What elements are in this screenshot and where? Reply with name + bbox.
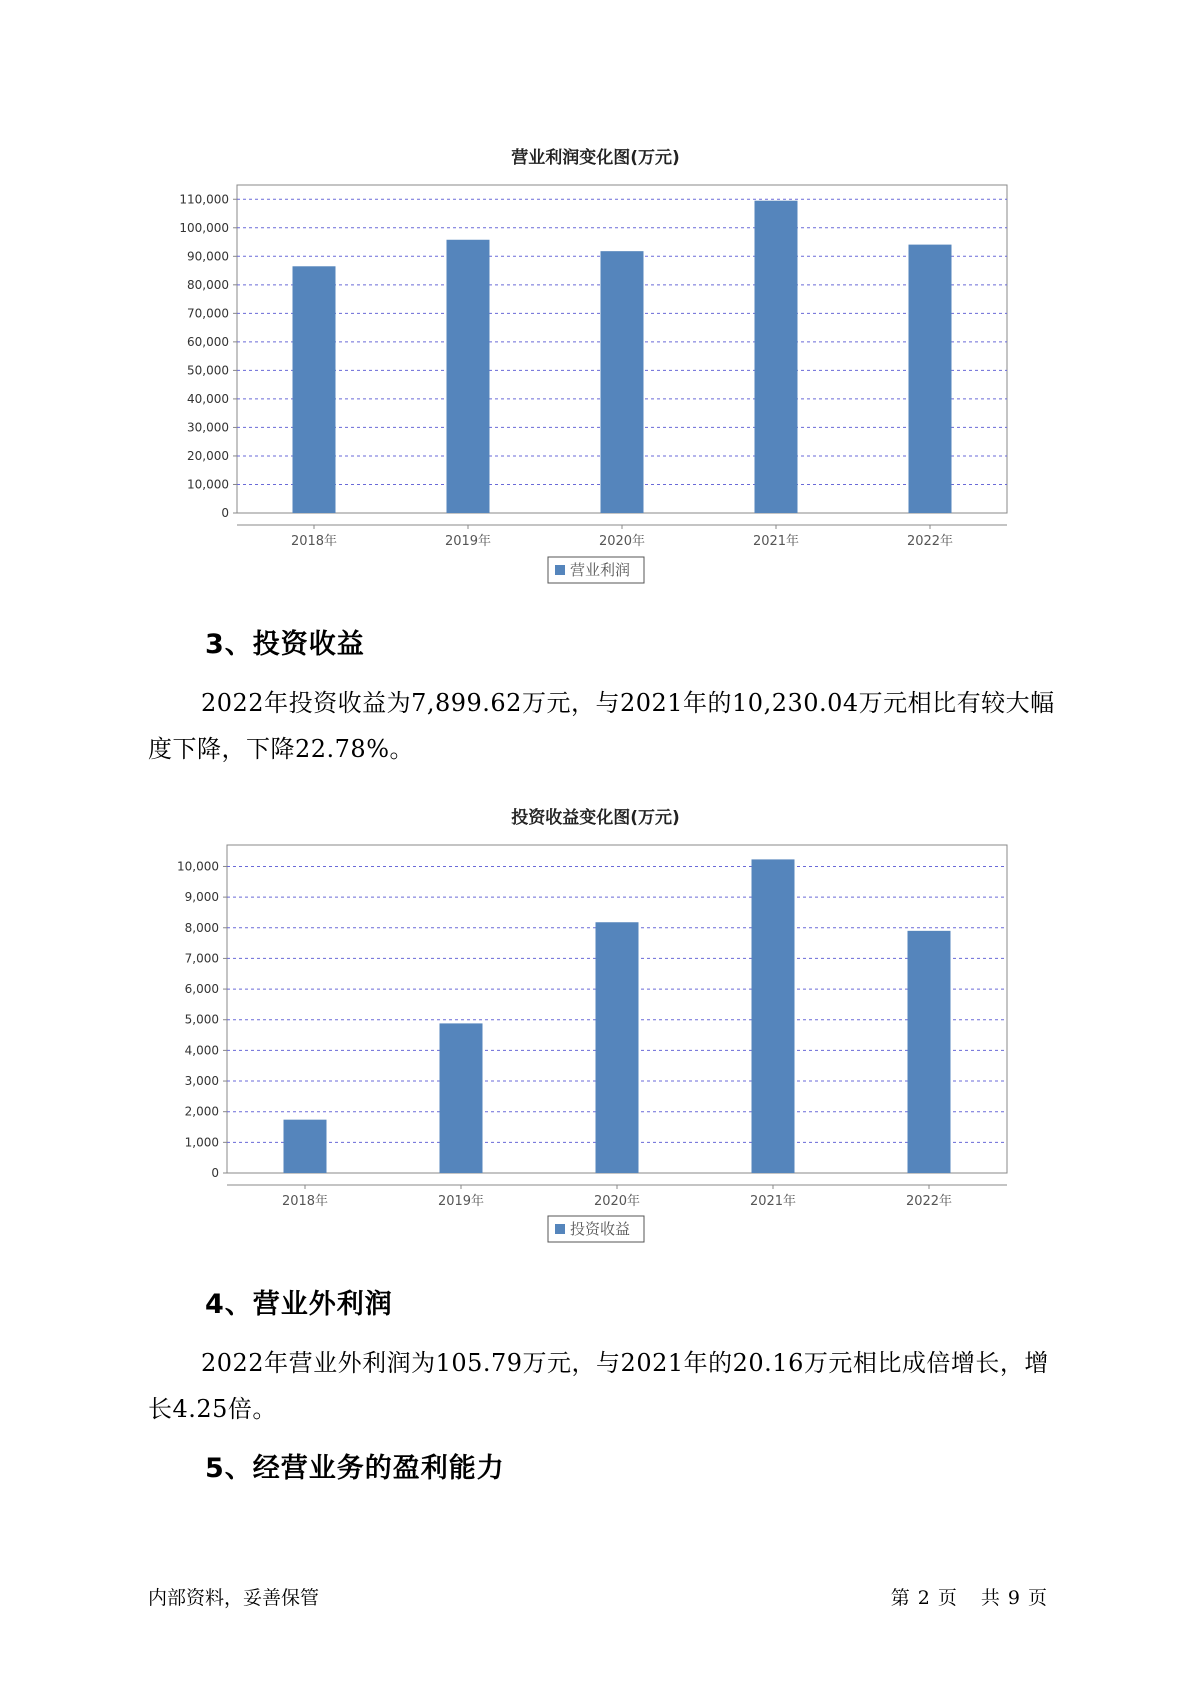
legend-label: 营业利润 — [570, 561, 631, 579]
legend-swatch — [555, 1224, 565, 1234]
bar — [752, 859, 795, 1173]
y-tick-label: 0 — [211, 1166, 219, 1180]
section-5-heading: 5、经营业务的盈利能力 — [205, 1453, 505, 1484]
y-tick-label: 2,000 — [184, 1104, 219, 1119]
footer-confidential-note: 内部资料，妥善保管 — [148, 1587, 320, 1609]
y-tick-label: 3,000 — [184, 1074, 219, 1089]
page-prefix: 第 — [890, 1587, 910, 1609]
y-tick-label: 100,000 — [179, 220, 229, 235]
x-tick-label: 2021年 — [752, 534, 800, 549]
x-tick-label: 2020年 — [593, 1194, 641, 1209]
y-tick-label: 10,000 — [177, 859, 219, 874]
y-tick-label: 1,000 — [184, 1135, 219, 1150]
y-tick-label: 7,000 — [184, 951, 219, 966]
legend-label: 投资收益 — [570, 1220, 631, 1238]
section-4-heading: 4、营业外利润 — [205, 1289, 393, 1320]
y-tick-label: 110,000 — [179, 192, 229, 207]
page-total: 9 — [1007, 1587, 1020, 1609]
page-total-prefix: 共 — [980, 1587, 1000, 1609]
bar — [596, 922, 639, 1173]
page-suffix: 页 — [1027, 1587, 1047, 1609]
page-mid: 页 — [937, 1587, 957, 1609]
y-tick-label: 5,000 — [184, 1012, 219, 1027]
x-tick-label: 2018年 — [281, 1194, 329, 1209]
y-tick-label: 60,000 — [187, 334, 229, 349]
x-tick-label: 2018年 — [290, 534, 338, 549]
y-tick-label: 50,000 — [187, 363, 229, 378]
x-tick-label: 2022年 — [905, 1194, 953, 1209]
y-tick-label: 8,000 — [184, 920, 219, 935]
y-tick-label: 40,000 — [187, 391, 229, 406]
x-tick-label: 2019年 — [437, 1194, 485, 1209]
x-tick-label: 2020年 — [598, 534, 646, 549]
y-tick-label: 6,000 — [184, 982, 219, 997]
y-tick-label: 0 — [221, 506, 229, 520]
section-3-heading: 3、投资收益 — [205, 629, 365, 660]
bar — [284, 1120, 327, 1173]
bar — [908, 931, 951, 1173]
page-number — [887, 1583, 1051, 1610]
chart-title: 投资收益变化图(万元) — [511, 808, 680, 828]
x-tick-label: 2019年 — [444, 534, 492, 549]
section-3-paragraph: 2022年投资收益为7,899.62万元，与2021年的10,230.04万元相比有较大幅度下降，下降22.78%。 — [148, 689, 1055, 763]
y-tick-label: 90,000 — [187, 249, 229, 264]
y-tick-label: 70,000 — [187, 306, 229, 321]
y-tick-label: 20,000 — [187, 448, 229, 463]
y-tick-label: 10,000 — [187, 477, 229, 492]
bar — [440, 1023, 483, 1173]
y-tick-label: 30,000 — [187, 420, 229, 435]
page-current: 2 — [917, 1587, 930, 1609]
y-tick-label: 9,000 — [184, 890, 219, 905]
y-tick-label: 4,000 — [184, 1043, 219, 1058]
section-4-paragraph: 2022年营业外利润为105.79万元，与2021年的20.16万元相比成倍增长，增长4.25倍。 — [148, 1349, 1049, 1423]
x-tick-label: 2021年 — [749, 1194, 797, 1209]
x-tick-label: 2022年 — [906, 534, 954, 549]
y-tick-label: 80,000 — [187, 277, 229, 292]
chart-title: 营业利润变化图(万元) — [511, 148, 680, 168]
